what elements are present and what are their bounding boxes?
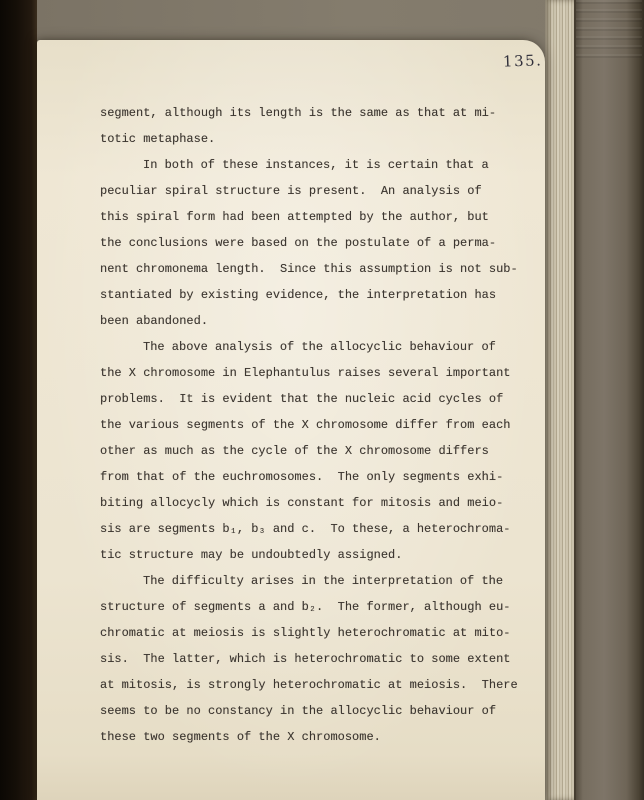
text-line: seems to be no constancy in the allocyclic behaviour of — [100, 704, 497, 718]
book-cover-right — [574, 0, 644, 800]
text-line: structure of segments a and b₂. The former, although eu- — [100, 600, 511, 614]
typed-text — [100, 100, 532, 750]
text-line: In both of these instances, it is certain that a — [143, 158, 489, 172]
text-line: tic structure may be undoubtedly assigned. — [100, 548, 403, 562]
text-line: the various segments of the X chromosome differ from each — [100, 418, 511, 432]
text-line: segment, although its length is the same as that at mi- — [100, 106, 497, 120]
text-line: at mitosis, is strongly heterochromatic at meiosis. There — [100, 678, 518, 692]
text-line: The above analysis of the allocyclic behaviour of — [143, 340, 496, 354]
text-line: been abandoned. — [100, 314, 209, 328]
page-fore-edges — [545, 0, 574, 800]
text-line: problems. It is evident that the nucleic acid cycles of — [100, 392, 504, 406]
text-line: sis are segments b₁, b₃ and c. To these, a heterochroma- — [100, 522, 511, 536]
text-line: this spiral form had been attempted by the author, but — [100, 210, 489, 224]
text-line: these two segments of the X chromosome. — [100, 730, 381, 744]
text-line: nent chromonema length. Since this assumption is not sub- — [100, 262, 518, 276]
book-gutter-shadow — [0, 0, 37, 800]
text-line: sis. The latter, which is heterochromatic to some extent — [100, 652, 511, 666]
text-line: from that of the euchromosomes. The only segments exhi- — [100, 470, 504, 484]
text-line: chromatic at meiosis is slightly heterochromatic at mito- — [100, 626, 511, 640]
text-line: stantiated by existing evidence, the interpretation has — [100, 288, 497, 302]
page-number: 135. — [502, 51, 543, 71]
text-line: The difficulty arises in the interpretation of the — [143, 574, 504, 588]
spine-texture — [576, 0, 642, 60]
text-line: peculiar spiral structure is present. An analysis of — [100, 184, 482, 198]
text-line: the conclusions were based on the postulate of a perma- — [100, 236, 497, 250]
text-line: biting allocycly which is constant for mitosis and meio- — [100, 496, 504, 510]
manuscript-page — [37, 40, 545, 800]
text-line: the X chromosome in Elephantulus raises several important — [100, 366, 511, 380]
text-line: totic metaphase. — [100, 132, 216, 146]
text-line: other as much as the cycle of the X chromosome differs — [100, 444, 489, 458]
